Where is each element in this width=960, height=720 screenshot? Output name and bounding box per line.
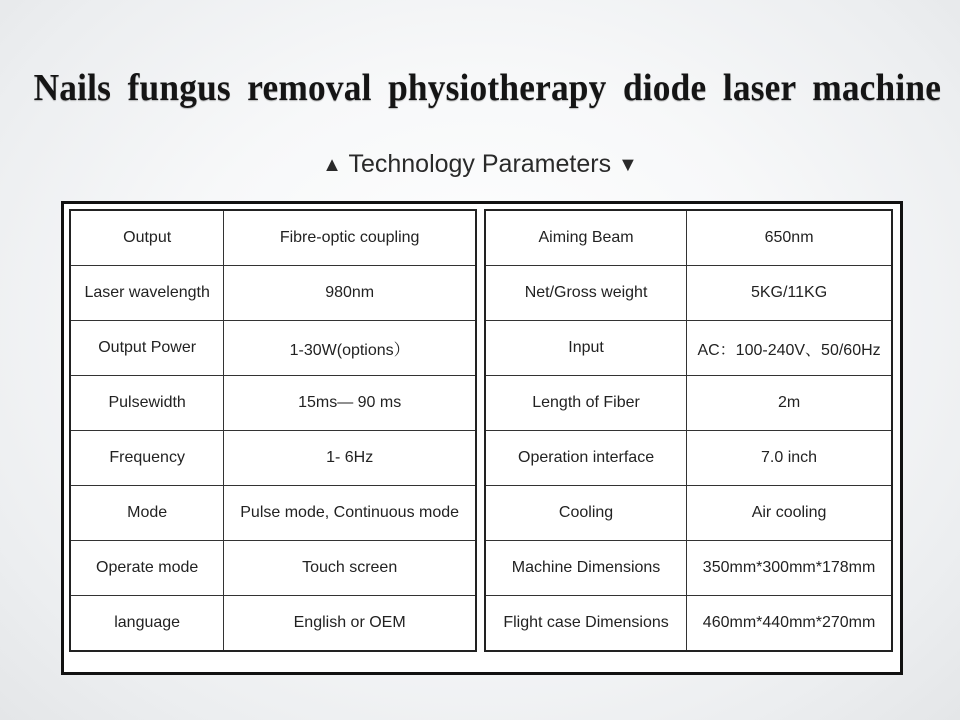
param-label: Machine Dimensions bbox=[485, 541, 687, 596]
param-value: 7.0 inch bbox=[687, 431, 892, 486]
triangle-down-icon: ▼ bbox=[618, 154, 638, 176]
param-label: Mode bbox=[70, 486, 224, 541]
param-value: English or OEM bbox=[224, 596, 476, 652]
param-label: Output bbox=[70, 210, 224, 266]
table-row bbox=[70, 321, 476, 376]
parameters-table-left bbox=[69, 209, 477, 652]
table-row bbox=[485, 321, 892, 376]
param-value: 1-30W(options） bbox=[224, 321, 476, 376]
param-label: Operation interface bbox=[485, 431, 687, 486]
param-label: Input bbox=[485, 321, 687, 376]
table-row bbox=[485, 376, 892, 431]
param-value: 980nm bbox=[224, 266, 476, 321]
param-label: Frequency bbox=[70, 431, 224, 486]
param-value: 5KG/11KG bbox=[687, 266, 892, 321]
param-label: Flight case Dimensions bbox=[485, 596, 687, 652]
param-label: Cooling bbox=[485, 486, 687, 541]
param-label: Laser wavelength bbox=[70, 266, 224, 321]
param-label: language bbox=[70, 596, 224, 652]
param-label: Output Power bbox=[70, 321, 224, 376]
table-row bbox=[485, 266, 892, 321]
table-row bbox=[485, 210, 892, 266]
table-row bbox=[70, 431, 476, 486]
table-row bbox=[70, 376, 476, 431]
param-value: 15ms— 90 ms bbox=[224, 376, 476, 431]
param-value: 2m bbox=[687, 376, 892, 431]
param-value: 1- 6Hz bbox=[224, 431, 476, 486]
table-row bbox=[70, 210, 476, 266]
param-value: 460mm*440mm*270mm bbox=[687, 596, 892, 652]
table-row bbox=[70, 266, 476, 321]
page-title: Nails fungus removal physiotherapy diode laser machine bbox=[33, 67, 942, 109]
param-value: Touch screen bbox=[224, 541, 476, 596]
param-label: Net/Gross weight bbox=[485, 266, 687, 321]
param-value: Fibre-optic coupling bbox=[224, 210, 476, 266]
table-row bbox=[485, 486, 892, 541]
param-value: 350mm*300mm*178mm bbox=[687, 541, 892, 596]
table-row bbox=[70, 486, 476, 541]
param-label: Length of Fiber bbox=[485, 376, 687, 431]
section-heading-text: Technology Parameters bbox=[348, 150, 612, 178]
param-value: Air cooling bbox=[687, 486, 892, 541]
table-row bbox=[70, 541, 476, 596]
table-row bbox=[485, 596, 892, 652]
table-row bbox=[70, 596, 476, 652]
section-heading bbox=[0, 150, 960, 179]
param-value: 650nm bbox=[687, 210, 892, 266]
param-value: Pulse mode, Continuous mode bbox=[224, 486, 476, 541]
triangle-up-icon: ▲ bbox=[322, 154, 342, 176]
param-label: Operate mode bbox=[70, 541, 224, 596]
param-label: Pulsewidth bbox=[70, 376, 224, 431]
table-row bbox=[485, 541, 892, 596]
param-label: Aiming Beam bbox=[485, 210, 687, 266]
table-row bbox=[485, 431, 892, 486]
param-value: AC：100-240V、50/60Hz bbox=[687, 321, 892, 376]
parameters-frame bbox=[61, 201, 903, 675]
parameters-table-right bbox=[484, 209, 893, 652]
